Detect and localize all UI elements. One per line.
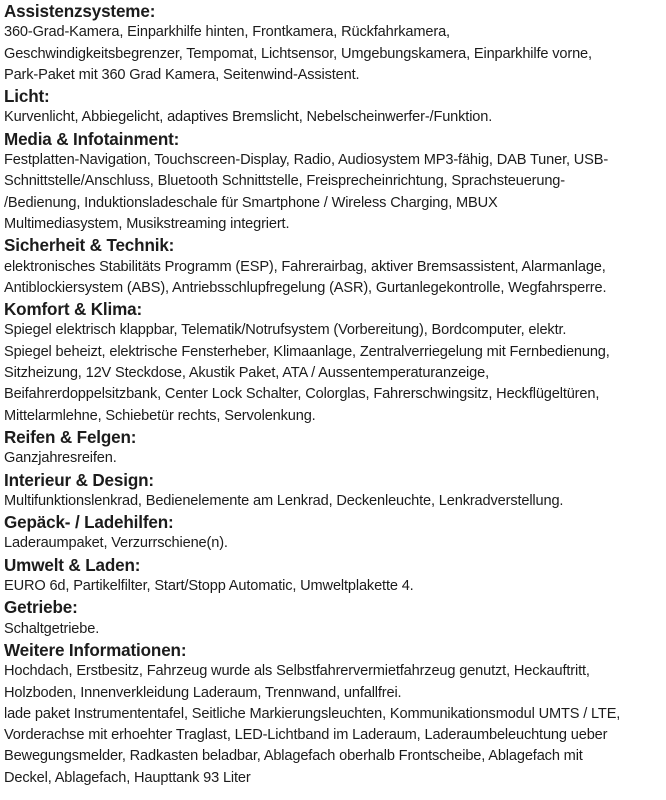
section-title: Komfort & Klima: bbox=[4, 300, 143, 320]
text-line: Spiegel elektrisch klappbar, Telematik/Notrufsystem (Vorbereitung), Bordcomputer, elektr. bbox=[4, 322, 567, 339]
text-line: EURO 6d, Partikelfilter, Start/Stopp Automatic, Umweltplakette 4. bbox=[4, 578, 414, 595]
section-title: Getriebe: bbox=[4, 598, 78, 618]
text-line: Hochdach, Erstbesitz, Fahrzeug wurde als Selbstfahrervermietfahrzeug genutzt, Heckauftritt, bbox=[4, 663, 590, 680]
text-line: Vorderachse mit erhoehter Traglast, LED-Lichtband im Laderaum, Laderaumbeleuchtung ueber bbox=[4, 727, 608, 744]
section-interieur-design bbox=[4, 470, 666, 513]
text-line: Schaltgetriebe. bbox=[4, 620, 100, 637]
section-reifen-felgen bbox=[4, 427, 666, 470]
section-body bbox=[4, 576, 666, 597]
section-media-infotainment bbox=[4, 129, 666, 235]
section-title: Weitere Informationen: bbox=[4, 640, 187, 660]
text-line: Mittelarmlehne, Schiebetür rechts, Servolenkung. bbox=[4, 407, 316, 424]
section-getriebe bbox=[4, 597, 666, 640]
text-line: Antiblockiersystem (ABS), Antriebsschlupfregelung (ASR), Gurtanlegekontrolle, Wegfahrsperre. bbox=[4, 279, 607, 296]
section-gepaeck-ladehilfen bbox=[4, 512, 666, 555]
section-umwelt-laden bbox=[4, 555, 666, 598]
text-line: Schnittstelle/Anschluss, Bluetooth Schnittstelle, Freisprecheinrichtung, Sprachsteuerung- bbox=[4, 173, 565, 190]
section-body bbox=[4, 107, 666, 128]
text-line: /Bedienung, Induktionsladeschale für Smartphone / Wireless Charging, MBUX bbox=[4, 194, 498, 211]
section-title: Media & Infotainment: bbox=[4, 129, 180, 149]
text-line: Bewegungsmelder, Radkasten beladbar, Ablagefach oberhalb Frontscheibe, Ablagefach mit bbox=[4, 748, 583, 765]
section-licht bbox=[4, 86, 666, 129]
section-assistenzsysteme bbox=[4, 1, 666, 86]
section-body bbox=[4, 150, 666, 235]
text-line: Multifunktionslenkrad, Bedienelemente am Lenkrad, Deckenleuchte, Lenkradverstellung. bbox=[4, 492, 564, 509]
text-line: 360-Grad-Kamera, Einparkhilfe hinten, Frontkamera, Rückfahrkamera, bbox=[4, 24, 450, 41]
text-line: Kurvenlicht, Abbiegelicht, adaptives Bremslicht, Nebelscheinwerfer-/Funktion. bbox=[4, 109, 493, 126]
section-body bbox=[4, 448, 666, 469]
section-body bbox=[4, 661, 666, 789]
text-line: Festplatten-Navigation, Touchscreen-Display, Radio, Audiosystem MP3-fähig, DAB Tuner, USB- bbox=[4, 152, 609, 169]
section-body bbox=[4, 491, 666, 512]
text-line: Park-Paket mit 360 Grad Kamera, Seitenwind-Assistent. bbox=[4, 66, 360, 83]
text-line: lade paket Instrumententafel, Seitliche Markierungsleuchten, Kommunikationsmodul UMTS / LTE, bbox=[4, 705, 621, 722]
section-body bbox=[4, 257, 666, 300]
section-title: Reifen & Felgen: bbox=[4, 427, 137, 447]
section-sicherheit-technik bbox=[4, 235, 666, 299]
text-line: Geschwindigkeitsbegrenzer, Tempomat, Lichtsensor, Umgebungskamera, Einparkhilfe vorne, bbox=[4, 45, 592, 62]
section-title: Gepäck- / Ladehilfen: bbox=[4, 513, 174, 533]
section-weitere-informationen bbox=[4, 640, 666, 789]
section-komfort-klima bbox=[4, 299, 666, 427]
text-line: Sitzheizung, 12V Steckdose, Akustik Paket, ATA / Aussentemperaturanzeige, bbox=[4, 365, 489, 382]
text-line: Deckel, Ablagefach, Haupttank 93 Liter bbox=[4, 769, 251, 786]
section-title: Assistenzsysteme: bbox=[4, 2, 156, 21]
section-body bbox=[4, 533, 666, 554]
section-title: Interieur & Design: bbox=[4, 470, 154, 490]
section-title: Sicherheit & Technik: bbox=[4, 236, 175, 256]
section-body bbox=[4, 619, 666, 640]
section-title: Umwelt & Laden: bbox=[4, 555, 141, 575]
text-line: Spiegel beheizt, elektrische Fensterheber, Klimaanlage, Zentralverriegelung mit Fernbedienung, bbox=[4, 343, 610, 360]
text-line: Laderaumpaket, Verzurrschiene(n). bbox=[4, 535, 228, 552]
section-body bbox=[4, 320, 666, 426]
text-line: Beifahrerdoppelsitzbank, Center Lock Schalter, Colorglas, Fahrerschwingsitz, Heckflügeltüren, bbox=[4, 386, 600, 403]
text-line: Holzboden, Innenverkleidung Laderaum, Trennwand, unfallfrei. bbox=[4, 684, 402, 701]
section-title: Licht: bbox=[4, 87, 50, 107]
text-line: Multimediasystem, Musikstreaming integriert. bbox=[4, 215, 290, 232]
text-line: elektronisches Stabilitäts Programm (ESP), Fahrerairbag, aktiver Bremsassistent, Alarmanlage, bbox=[4, 258, 606, 275]
section-body bbox=[4, 22, 666, 86]
text-line: Ganzjahresreifen. bbox=[4, 450, 117, 467]
